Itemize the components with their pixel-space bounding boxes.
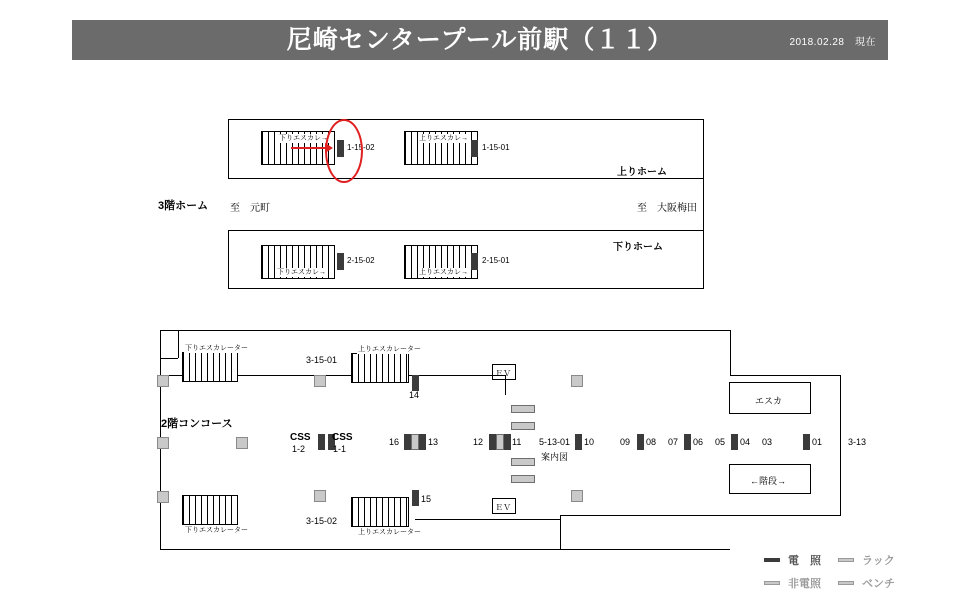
platform-down-bottom-line — [228, 288, 704, 289]
legend-swatch-denshou — [764, 558, 780, 562]
stair-label-down-escalator-1: 下りエスカレ→ — [279, 135, 328, 142]
code-2-15-02: 2-15-02 — [347, 256, 375, 265]
ad-unit-10[interactable] — [575, 434, 582, 450]
ad-unit-09[interactable] — [637, 434, 644, 450]
code-2-15-01: 2-15-01 — [482, 256, 510, 265]
elevator-label-south: ＥＶ — [495, 503, 511, 512]
concourse-lower-right-line — [560, 515, 841, 516]
unit-label-06: 06 — [693, 437, 704, 447]
highlight-arrow-line — [291, 147, 327, 149]
legend-label-bench: ベンチ — [862, 578, 895, 590]
floor2-label: 2階コンコース — [161, 418, 233, 430]
pillar-sw — [157, 491, 169, 503]
platform-right-edge — [703, 119, 704, 289]
annai-label: 案内図 — [541, 452, 569, 462]
concourse-bottom-line — [160, 549, 730, 550]
ad-unit-13[interactable] — [419, 434, 426, 450]
stair-block-sw — [182, 495, 238, 525]
ad-unit-14[interactable] — [412, 375, 419, 391]
unit-label-10: 10 — [584, 437, 595, 447]
ad-unit-12[interactable] — [489, 434, 496, 450]
left-alcove-line-a — [178, 330, 179, 358]
concourse-right-step-line — [730, 375, 840, 376]
stair-block-nw — [182, 352, 238, 382]
stair-block-3-15-01 — [351, 353, 409, 383]
code-3-13: 3-13 — [848, 437, 867, 447]
left-alcove-line-b — [160, 358, 178, 359]
highlight-arrow-head — [325, 143, 333, 153]
platform-up-left-line — [228, 119, 229, 178]
code-1-15-01: 1-15-01 — [482, 143, 510, 152]
ad-unit-1-15-01[interactable] — [471, 140, 478, 157]
unit-label-11: 11 — [512, 437, 522, 447]
pillar-e1 — [571, 375, 583, 387]
stair-label-3-15-01: 上りエスカレーター — [358, 346, 421, 353]
unit-label-12: 12 — [473, 437, 484, 447]
unit-label-14: 14 — [409, 390, 420, 400]
ad-unit-css-1-2[interactable] — [318, 434, 325, 450]
code-5-13-01: 5-13-01 — [539, 437, 571, 447]
ad-unit-16[interactable] — [404, 434, 411, 450]
ad-unit-rack-a[interactable] — [411, 434, 419, 450]
esca-label: エスカ — [755, 396, 783, 406]
css-number-2: 1-1 — [333, 444, 347, 454]
platform-up-top-line — [228, 119, 704, 120]
unit-label-03: 03 — [762, 437, 773, 447]
stair-label-3-15-02: 上りエスカレーター — [358, 529, 421, 536]
platform-up-label: 上りホーム — [617, 167, 667, 178]
bench-1 — [511, 405, 535, 413]
direction-right-label: 至 大阪梅田 — [637, 203, 697, 214]
corridor-line-bottom — [415, 519, 560, 520]
bench-3 — [511, 458, 535, 466]
platform-up-bottom-line — [228, 178, 704, 179]
floor3-label: 3階ホーム — [158, 200, 209, 212]
pillar-c1 — [314, 375, 326, 387]
unit-label-13: 13 — [428, 437, 439, 447]
legend-swatch-rack — [838, 558, 854, 562]
css-label-2: CSS — [332, 432, 353, 443]
bench-4 — [511, 475, 535, 483]
pillar-nw — [157, 375, 169, 387]
ad-unit-05[interactable] — [731, 434, 738, 450]
css-number-1: 1-2 — [292, 444, 306, 454]
code-3-15-02: 3-15-02 — [306, 516, 338, 526]
stair-block-3-15-02 — [351, 497, 409, 527]
unit-label-05: 05 — [715, 437, 726, 447]
legend-label-denshou: 電 照 — [788, 555, 821, 567]
ad-unit-2-15-01[interactable] — [471, 253, 478, 270]
unit-label-08: 08 — [646, 437, 657, 447]
ad-unit-07[interactable] — [684, 434, 691, 450]
platform-down-top-line — [228, 230, 704, 231]
unit-label-16: 16 — [389, 437, 400, 447]
ad-unit-11[interactable] — [504, 434, 511, 450]
stair-label-nw: 下りエスカレーター — [185, 345, 248, 352]
stair-label-sw: 下りエスカレーター — [185, 527, 248, 534]
concourse-top-line — [160, 330, 730, 331]
ad-unit-2-15-02[interactable] — [337, 253, 344, 270]
pillar-w2 — [236, 437, 248, 449]
page-title: 尼崎センタープール前駅（１１） — [286, 26, 674, 54]
ad-unit-01[interactable] — [803, 434, 810, 450]
unit-label-09: 09 — [620, 437, 631, 447]
header-date: 2018.02.28 現在 — [789, 37, 876, 48]
platform-down-left-line — [228, 230, 229, 288]
stair-label-up-escalator-2: 上りエスカレ→ — [419, 269, 468, 276]
unit-label-15: 15 — [421, 494, 432, 504]
bench-2 — [511, 422, 535, 430]
legend-swatch-bench — [838, 581, 854, 585]
pillar-w — [157, 437, 169, 449]
concourse-far-right-line — [840, 375, 841, 515]
ad-unit-rack-b[interactable] — [496, 434, 504, 450]
page-header — [72, 20, 888, 60]
direction-left-label: 至 元町 — [230, 203, 270, 214]
legend-swatch-hidenshou — [764, 581, 780, 585]
unit-label-07: 07 — [668, 437, 679, 447]
stair-label-down-escalator-2: 下りエスカレ→ — [277, 269, 326, 276]
pillar-c2 — [314, 490, 326, 502]
ad-unit-15[interactable] — [412, 490, 419, 506]
css-label-1: CSS — [290, 432, 311, 443]
unit-label-04: 04 — [740, 437, 751, 447]
stair-label-up-escalator-1: 上りエスカレ→ — [419, 135, 468, 142]
concourse-right-upper-line — [730, 330, 731, 375]
legend-label-hidenshou: 非電照 — [788, 578, 821, 590]
kaidan-label: ←階段→ — [750, 476, 787, 486]
code-1-15-02: 1-15-02 — [347, 143, 375, 152]
platform-down-label: 下りホーム — [613, 242, 663, 253]
code-3-15-01: 3-15-01 — [306, 355, 338, 365]
legend-label-rack: ラック — [862, 555, 895, 567]
concourse-lower-notch-line — [560, 515, 561, 549]
pillar-e2 — [571, 490, 583, 502]
unit-label-01: 01 — [812, 437, 823, 447]
elevator-label-north: ＥＶ — [495, 369, 511, 378]
